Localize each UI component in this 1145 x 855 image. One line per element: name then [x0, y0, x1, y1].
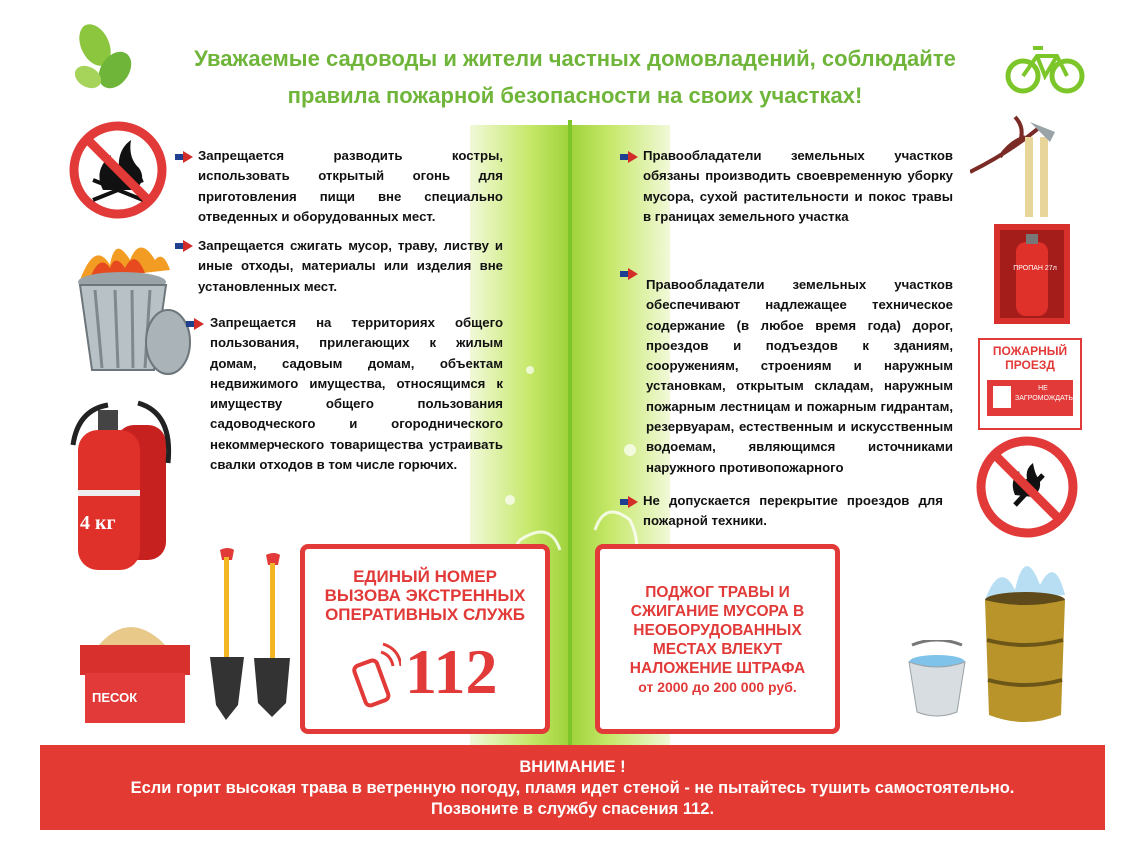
title-line-2: правила пожарной безопасности на своих участках!	[287, 83, 863, 108]
bullet-arrow-icon	[194, 318, 204, 330]
attention-banner	[40, 745, 1105, 830]
truck-icon	[993, 386, 1011, 408]
left-paragraph-1	[198, 146, 503, 227]
fire-lane-sign-title: ПОЖАРНЫЙ ПРОЕЗД	[992, 344, 1068, 372]
left-paragraph-3	[210, 313, 503, 475]
banner-heading: ВНИМАНИЕ !	[519, 758, 626, 776]
fine-warning-panel	[595, 544, 840, 734]
left-paragraph-1-text: Запрещается разводить костры, использовать открытый огонь для приготовления пищи вне специально отведенных и оборудованных мест.	[198, 148, 503, 224]
water-bucket-icon	[902, 640, 972, 720]
banner-line-2: Если горит высокая трава в ветренную погоду, пламя идет стеной - не пытайтесь тушить самостоятельно.	[130, 779, 1015, 797]
bullet-arrow-icon	[628, 151, 638, 163]
phone-icon	[351, 642, 401, 712]
right-paragraph-3	[643, 491, 943, 532]
right-paragraph-3-text: Не допускается перекрытие проездов для пожарной техники.	[643, 493, 943, 529]
fine-amount: от 2000 до 200 000 руб.	[638, 679, 797, 695]
pruning-shears-icon	[970, 112, 1090, 222]
banner-line-3: Позвоните в службу спасения 112.	[430, 800, 715, 818]
sand-box-icon	[75, 605, 200, 725]
bullet-arrow-icon	[628, 496, 638, 508]
sand-box-label: ПЕСОК	[92, 690, 138, 705]
shovels-icon	[200, 545, 295, 725]
leaves-icon	[70, 15, 140, 95]
right-paragraph-1-text: Правообладатели земельных участков обязаны производить своевременную уборку мусора, сухой растительности и покос травы в границах земельного участка	[643, 148, 953, 224]
left-paragraph-3-text: Запрещается на территориях общего пользования, прилегающих к жилым домам, садовым домам, объектам недвижимого имущества, относящимся к имуществу общего пользования садоводческого и огороднического некоммерческого товарищества устраивать свалки отходов в том числе горючих.	[210, 315, 503, 473]
right-paragraph-1	[643, 146, 953, 227]
left-paragraph-2-text: Запрещается сжигать мусор, траву, листву и иные отходы, материалы или изделия вне установленных мест.	[198, 238, 503, 294]
bullet-arrow-icon	[183, 240, 193, 252]
left-paragraph-2	[198, 236, 503, 297]
bullet-arrow-icon	[628, 268, 638, 280]
extinguisher-weight-label: 4 кг	[80, 512, 116, 534]
bullet-arrow-icon	[183, 151, 193, 163]
fine-text: ПОДЖОГ ТРАВЫ И СЖИГАНИЕ МУСОРА В НЕОБОРУДОВАННЫХ МЕСТАХ ВЛЕКУТ НАЛОЖЕНИЕ ШТРАФА	[629, 584, 806, 677]
title-line-1: Уважаемые садоводы и жители частных домовладений, соблюдайте	[194, 46, 956, 71]
fire-lane-sign-sub: НЕ ЗАГРОМОЖДАТЬ	[1015, 385, 1073, 402]
water-barrel-icon	[975, 545, 1075, 730]
burning-trash-can-icon	[70, 230, 195, 380]
bicycle-icon	[1005, 40, 1085, 95]
no-campfire-sign-icon	[68, 120, 168, 220]
fire-extinguisher-icon	[68, 385, 188, 575]
right-paragraph-2-text: Правообладатели земельных участков обеспечивают надлежащее техническое содержание (в любое время года) дорог, проездов и подъездов к зданиям, сооружениям, строениям и наружным установкам, открытым складам, наружным пожарным лестницам и пожарным гидрантам, резервуарам, естественным и искусственным водоемам, являющимся источниками наружного противопожарного	[646, 277, 953, 475]
gas-cylinder-label: ПРОПАН 27л	[1013, 265, 1057, 272]
fire-lane-sign-plate	[987, 380, 1073, 416]
emergency-number-panel	[300, 544, 550, 734]
no-matches-sign-icon	[975, 435, 1080, 540]
emergency-heading: ЕДИНЫЙ НОМЕР ВЫЗОВА ЭКСТРЕННЫХ ОПЕРАТИВНЫХ СЛУЖБ	[324, 567, 526, 624]
emergency-number: 112	[405, 636, 498, 707]
page-title	[140, 40, 1010, 114]
right-paragraph-2	[646, 275, 953, 478]
fire-lane-sign	[978, 338, 1082, 430]
gas-cylinder-cabinet-icon	[992, 222, 1072, 327]
